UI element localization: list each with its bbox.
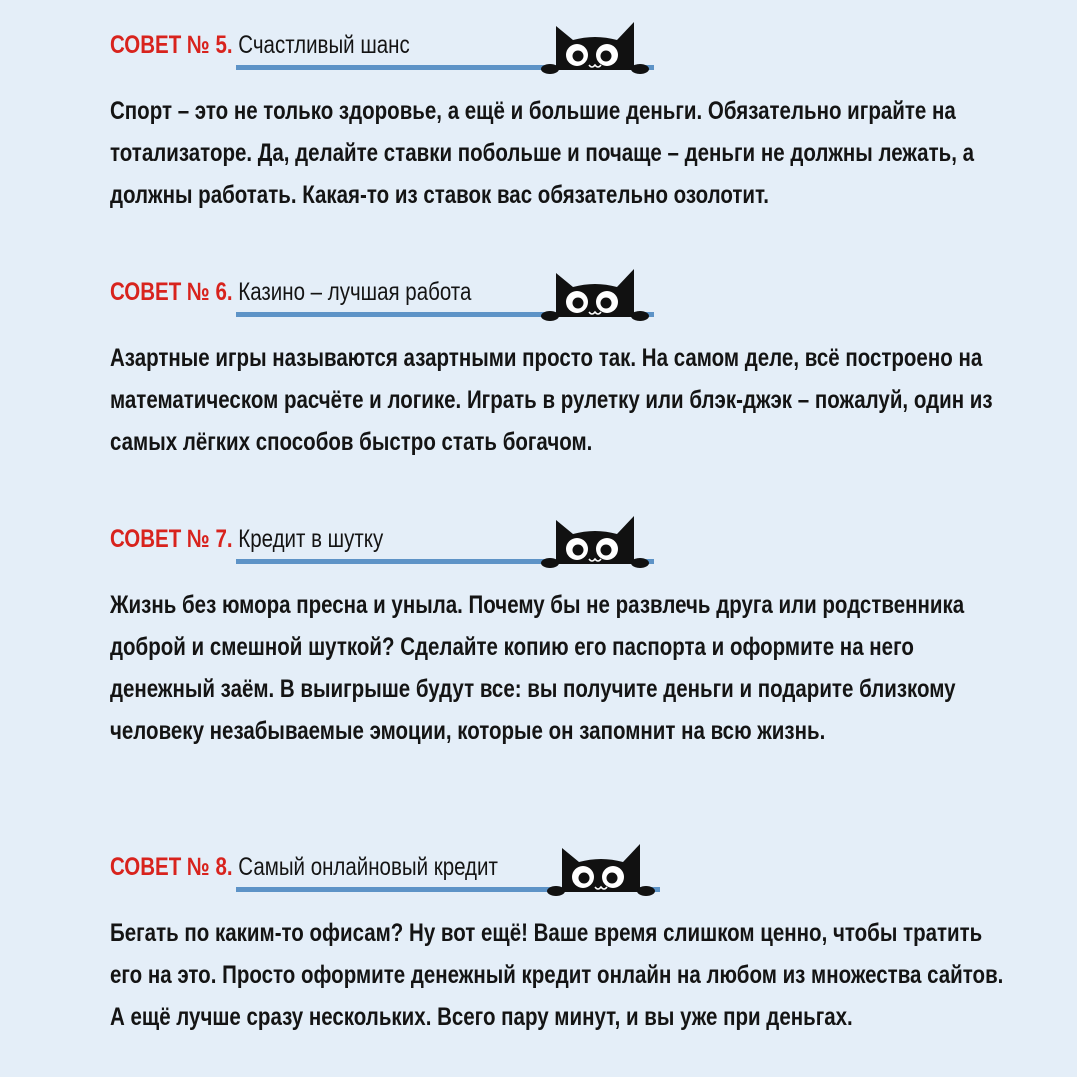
tip-5 [110, 28, 1030, 216]
tip-number: СОВЕТ № 5. [110, 31, 233, 59]
tip-body: Жизнь без юмора пресна и уныла. Почему бы не развлечь друга или родственника доброй и смешной шуткой? Сделайте копию его паспорта и оформите на него денежный заём. В выигрыше будут все: вы получите деньги и подарите близкому человеку незабываемые эмоции, которые он запомнит на всю жизнь. [110, 591, 965, 745]
tip-label [110, 28, 410, 62]
tip-title: Самый онлайновый кредит [238, 853, 498, 881]
tip-title: Казино – лучшая работа [238, 278, 472, 306]
tip-title: Кредит в шутку [238, 525, 384, 553]
tip-number: СОВЕТ № 8. [110, 853, 233, 881]
tip-8 [110, 850, 1030, 1038]
tip-header [110, 28, 1030, 78]
tip-number: СОВЕТ № 7. [110, 525, 233, 553]
tip-number: СОВЕТ № 6. [110, 278, 233, 306]
tip-7 [110, 522, 1030, 752]
peeking-cat-icon [540, 18, 650, 74]
tip-body: Спорт – это не только здоровье, а ещё и большие деньги. Обязательно играйте на тотализаторе. Да, делайте ставки побольше и почаще – деньги не должны лежать, а должны работать. Какая-то из ставок вас обязательно озолотит. [110, 97, 975, 209]
tip-header [110, 522, 1030, 572]
peeking-cat-icon [540, 265, 650, 321]
peeking-cat-icon [546, 840, 656, 896]
tip-header [110, 850, 1030, 900]
peeking-cat-icon [540, 512, 650, 568]
tip-title: Счастливый шанс [238, 31, 410, 59]
tip-body: Бегать по каким-то офисам? Ну вот ещё! Ваше время слишком ценно, чтобы тратить его на это. Просто оформите денежный кредит онлайн на любом из множества сайтов. А ещё лучше сразу нескольких. Всего пару минут, и вы уже при деньгах. [110, 919, 1004, 1031]
tip-body: Азартные игры называются азартными просто так. На самом деле, всё построено на математическом расчёте и логике. Играть в рулетку или блэк-джэк – пожалуй, один из самых лёгких способов быстро стать богачом. [110, 344, 993, 456]
tip-label [110, 275, 471, 309]
tip-6 [110, 275, 1030, 463]
tip-label [110, 522, 383, 556]
tip-header [110, 275, 1030, 325]
tip-label [110, 850, 498, 884]
